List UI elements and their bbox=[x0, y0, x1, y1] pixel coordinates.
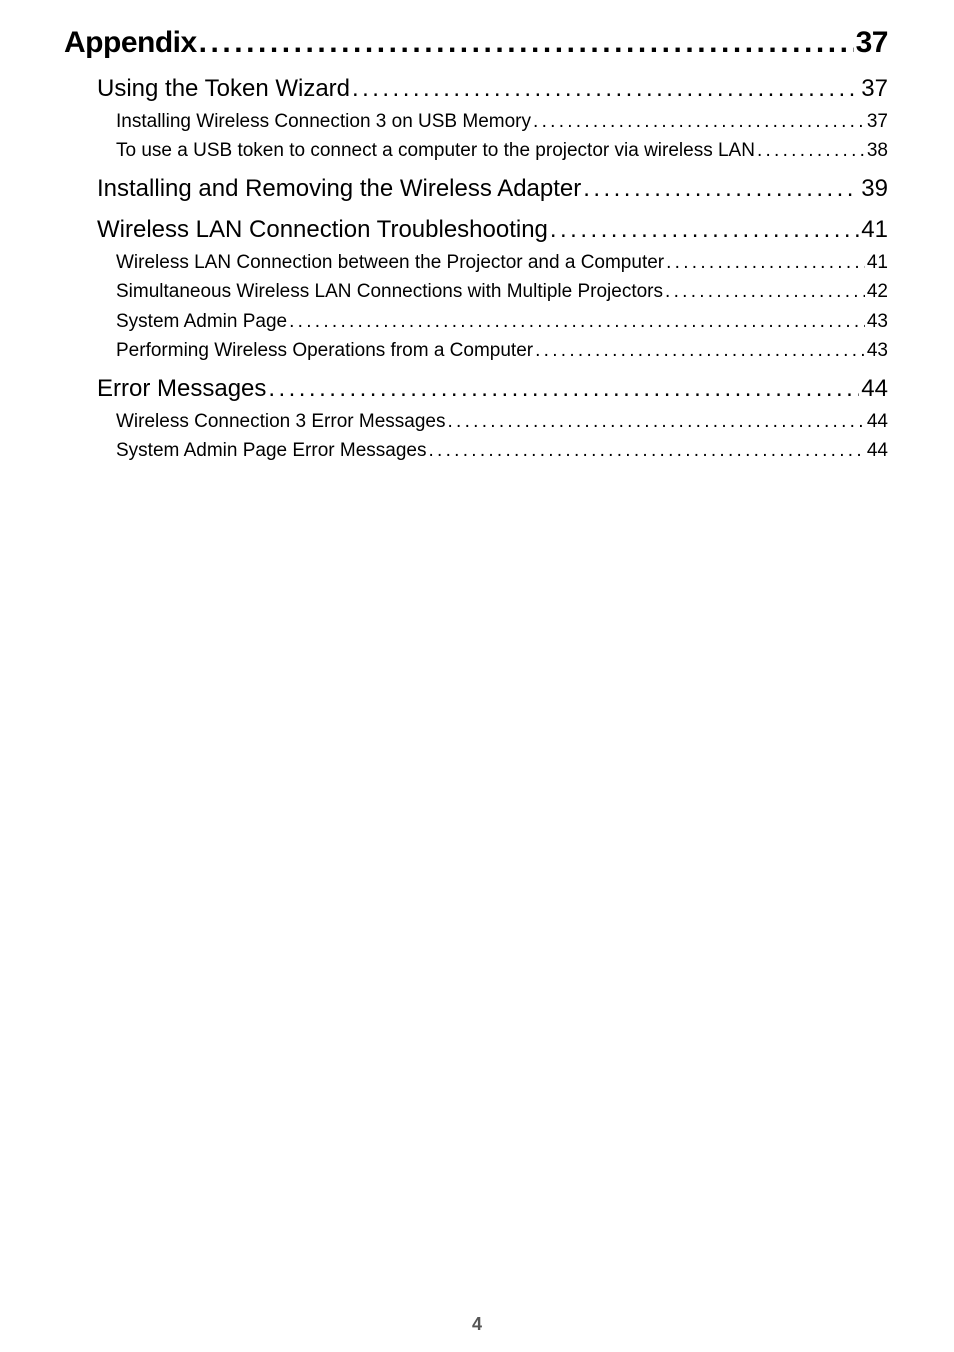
toc-subsection-title: System Admin Page bbox=[116, 311, 288, 332]
toc-section-page: 44 bbox=[861, 375, 888, 402]
dot-leader bbox=[535, 340, 865, 362]
dot-leader bbox=[289, 311, 865, 333]
toc-subsection-projector-computer[interactable] bbox=[116, 252, 888, 274]
toc-subsection-page: 43 bbox=[866, 340, 888, 361]
dot-leader bbox=[757, 140, 865, 162]
toc-section-page: 39 bbox=[861, 175, 888, 202]
page-number: 4 bbox=[471, 1314, 482, 1334]
toc-subsection-title: Simultaneous Wireless LAN Connections with Multiple Projectors bbox=[116, 281, 664, 302]
toc-subsection-title: System Admin Page Error Messages bbox=[116, 440, 427, 461]
dot-leader bbox=[447, 411, 864, 433]
toc-section-token-wizard[interactable] bbox=[97, 75, 888, 103]
toc-subsection-page: 37 bbox=[866, 111, 888, 132]
toc-subsection-multiple-projectors[interactable] bbox=[116, 281, 888, 303]
toc-subsection-page: 44 bbox=[866, 411, 888, 432]
dot-leader bbox=[583, 175, 859, 203]
toc-subsection-page: 41 bbox=[866, 252, 888, 273]
toc-subsection-usb-token[interactable] bbox=[116, 140, 888, 162]
dot-leader bbox=[666, 252, 865, 274]
toc-section-title: Installing and Removing the Wireless Adapter bbox=[97, 175, 582, 202]
toc-subsection-title: Performing Wireless Operations from a Computer bbox=[116, 340, 534, 361]
toc-section-page: 41 bbox=[861, 216, 888, 243]
toc-section-troubleshooting[interactable] bbox=[97, 216, 888, 244]
dot-leader bbox=[268, 375, 859, 403]
toc-subsection-wc3-errors[interactable] bbox=[116, 411, 888, 433]
toc-section-title: Error Messages bbox=[97, 375, 267, 402]
toc-subsection-page: 42 bbox=[866, 281, 888, 302]
dot-leader bbox=[199, 26, 854, 60]
toc-subsection-admin-errors[interactable] bbox=[116, 440, 888, 462]
toc-section-wireless-adapter[interactable] bbox=[97, 175, 888, 203]
dot-leader bbox=[550, 216, 859, 244]
toc-chapter-appendix[interactable] bbox=[64, 26, 888, 60]
toc-section-page: 37 bbox=[861, 75, 888, 102]
toc-subsection-installing-wc3[interactable] bbox=[116, 111, 888, 133]
dot-leader bbox=[428, 440, 864, 462]
toc-subsection-title: Wireless Connection 3 Error Messages bbox=[116, 411, 446, 432]
toc-section-error-messages[interactable] bbox=[97, 375, 888, 403]
toc-subsection-title: To use a USB token to connect a computer to the projector via wireless LAN bbox=[116, 140, 755, 161]
dot-leader bbox=[665, 281, 865, 303]
toc-chapter-title: Appendix bbox=[64, 26, 197, 59]
toc-section-title: Wireless LAN Connection Troubleshooting bbox=[97, 216, 548, 243]
toc-chapter-page: 37 bbox=[855, 26, 888, 59]
dot-leader bbox=[533, 111, 865, 133]
toc-subsection-title: Wireless LAN Connection between the Projector and a Computer bbox=[116, 252, 665, 273]
toc-subsection-wireless-ops[interactable] bbox=[116, 340, 888, 362]
toc-subsection-page: 44 bbox=[866, 440, 888, 461]
toc-subsection-title: Installing Wireless Connection 3 on USB Memory bbox=[116, 111, 532, 132]
toc-subsection-page: 38 bbox=[866, 140, 888, 161]
toc-subsection-system-admin[interactable] bbox=[116, 311, 888, 333]
dot-leader bbox=[352, 75, 859, 103]
toc-subsection-page: 43 bbox=[866, 311, 888, 332]
toc-section-title: Using the Token Wizard bbox=[97, 75, 351, 102]
